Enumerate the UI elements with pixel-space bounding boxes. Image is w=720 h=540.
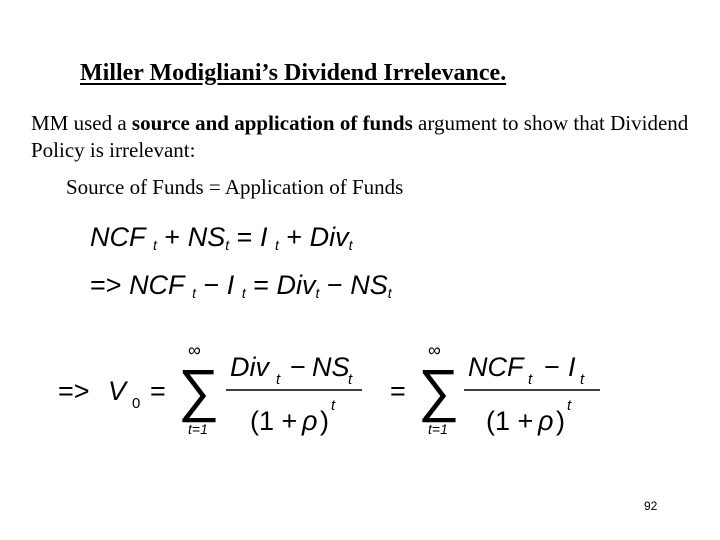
- eq1-ns: NS: [187, 222, 226, 252]
- frac2-ncf: NCF: [468, 352, 524, 382]
- frac2-i-sub: t: [580, 371, 585, 388]
- frac1-den-open: (1 +: [250, 406, 298, 436]
- funds-identity: Source of Funds = Application of Funds: [66, 175, 404, 199]
- eq1-div-sub: t: [348, 237, 353, 253]
- slide-title: Miller Modigliani’s Dividend Irrelevance.: [80, 60, 507, 86]
- frac2-minus: −: [544, 352, 560, 382]
- eq1-i: I: [259, 222, 268, 252]
- frac1-rho: ρ: [302, 406, 318, 436]
- equation-sources-uses: [90, 222, 353, 253]
- frac1-den-close: ): [320, 406, 329, 436]
- eq2-minus: −: [203, 270, 220, 300]
- frac1-minus: −: [290, 352, 306, 382]
- frac1-exp: t: [331, 397, 336, 414]
- eq1-i-sub: t: [274, 237, 279, 253]
- frac1-ns: NS: [312, 352, 350, 382]
- eq2-div: Div: [276, 270, 316, 300]
- sum1-lower: t=1: [188, 421, 208, 437]
- frac1-ns-sub: t: [348, 371, 353, 388]
- frac2-exp: t: [567, 397, 572, 414]
- eq2-equals: =: [253, 270, 269, 300]
- frac2-den-open: (1 +: [486, 406, 534, 436]
- sum2-upper: ∞: [428, 340, 441, 360]
- intro-text-1: MM used a: [31, 111, 132, 135]
- eq1-div: Div: [309, 222, 349, 252]
- equation-rearranged: [90, 270, 392, 301]
- eq2-ns: NS: [350, 270, 388, 300]
- eq3-v-sub: 0: [132, 395, 141, 412]
- eq2-i-sub: t: [241, 285, 246, 301]
- frac1-div-sub: t: [276, 371, 281, 388]
- eq2-implies: =>: [90, 270, 122, 300]
- eq1-ncf: NCF: [90, 222, 146, 252]
- frac2-i: I: [568, 352, 576, 382]
- eq1-plus-2: +: [286, 222, 303, 252]
- eq1-ns-sub: t: [225, 237, 230, 253]
- eq2-ns-sub: t: [387, 285, 392, 301]
- eq3-equals-2: =: [390, 376, 406, 406]
- eq1-ncf-sub: t: [153, 237, 157, 253]
- frac2-ncf-sub: t: [528, 371, 533, 388]
- sum1-upper: ∞: [188, 340, 201, 360]
- intro-paragraph: [31, 110, 711, 164]
- eq3-equals: =: [150, 376, 166, 406]
- equation-firm-value: [58, 338, 718, 448]
- eq2-minus-2: −: [326, 270, 343, 300]
- eq2-i: I: [226, 270, 235, 300]
- eq2-ncf-sub: t: [192, 285, 196, 301]
- frac2-rho: ρ: [538, 406, 554, 436]
- eq3-v: V: [108, 376, 127, 406]
- page-number: 92: [644, 499, 658, 513]
- eq2-ncf: NCF: [129, 270, 185, 300]
- intro-text-2: argument to show that Dividend Policy is irrelevant:: [31, 111, 689, 162]
- frac1-div: Div: [230, 352, 269, 382]
- frac2-den-close: ): [556, 406, 565, 436]
- sum2-sigma: ∑: [418, 358, 460, 423]
- eq1-equals: =: [236, 222, 253, 252]
- sum1-sigma: ∑: [178, 358, 220, 423]
- sum2-lower: t=1: [428, 421, 448, 437]
- eq3-implies: =>: [58, 376, 90, 406]
- eq2-div-sub: t: [315, 285, 320, 301]
- intro-bold-phrase: source and application of funds: [131, 111, 413, 135]
- eq1-plus: +: [164, 222, 181, 252]
